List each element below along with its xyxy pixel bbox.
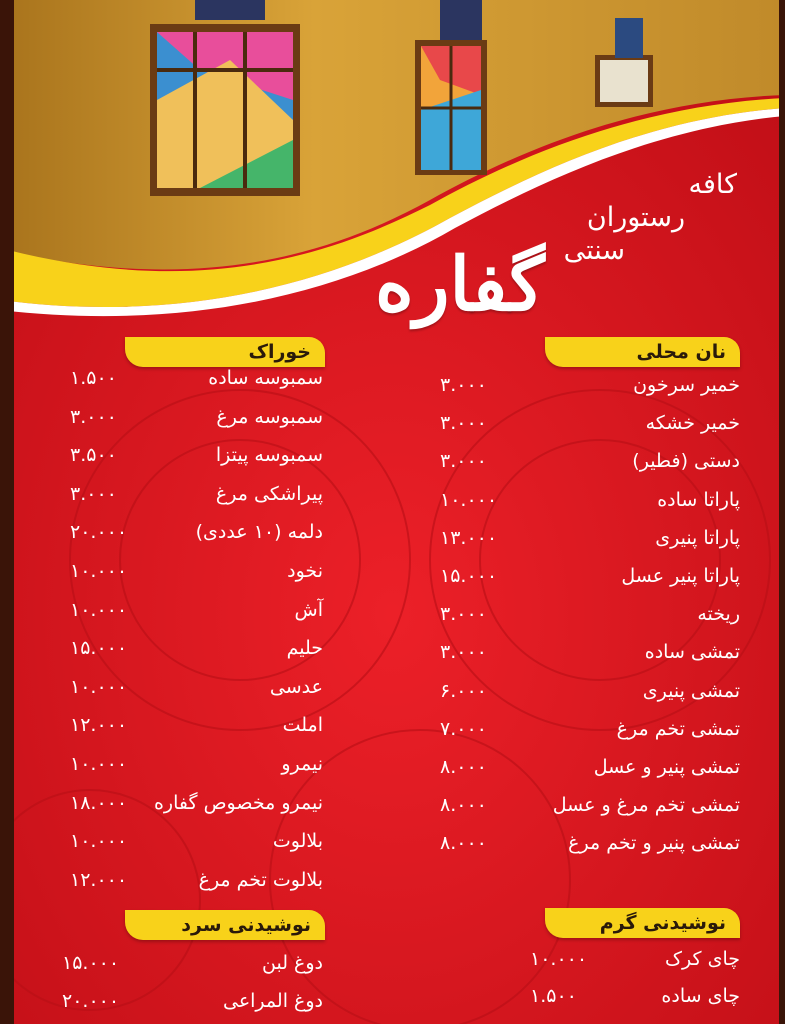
menu-item-name: سمبوسه ساده [208,367,323,389]
menu-item-name: تمشی پنیری [642,679,740,702]
menu-item-price: ۸.۰۰۰ [440,756,487,778]
menu-item-price: ۱۸.۰۰۰ [70,791,128,814]
menu-item-name: پاراتا ساده [657,488,740,511]
menu-item-price: ۳.۰۰۰ [440,374,487,396]
menu-item-name: بلالوت [272,830,323,853]
menu-item-name: خمیر سرخون [633,374,740,396]
frame-edge-right [779,0,785,1024]
window-right [595,55,653,107]
menu-item-name: دلمه (۱۰ عددی) [195,521,323,544]
menu-item-price: ۱۵.۰۰۰ [70,637,128,660]
menu-item-name: تمشی پنیر و عسل [593,756,740,778]
menu-item-price: ۱۲.۰۰۰ [70,714,128,737]
menu-item-price: ۸.۰۰۰ [440,832,487,855]
menu-item-price: ۲۰.۰۰۰ [70,521,128,544]
restaurant-name: گفاره [375,242,545,328]
menu-item-name: چای کرک [665,948,740,970]
menu-item-name: املت [282,714,323,737]
menu-item-price: ۱۵.۰۰۰ [62,952,120,974]
menu-item-name: پاراتا پنیر عسل [621,565,740,587]
menu-item-price: ۱۰.۰۰۰ [70,560,128,582]
menu-item-price: ۱.۵۰۰ [530,985,577,1007]
menu-item-name: تمشی تخم مرغ و عسل [552,794,740,817]
section-title-food: خوراک [248,341,311,363]
frame-edge-left [0,0,14,1024]
menu-item-name: بلالوت تخم مرغ [198,868,323,891]
menu-item-name: نیمرو [281,753,323,775]
menu-item-name: تمشی پنیر و تخم مرغ [568,832,740,855]
title-traditional: سنتی [563,235,625,266]
section-title-hot-drinks: نوشیدنی گرم [599,912,726,934]
menu-item-name: عدسی [269,675,323,698]
menu-item-price: ۱۰.۰۰۰ [70,598,128,621]
menu-item-price: ۳.۰۰۰ [440,641,487,664]
menu-item-price: ۱۰.۰۰۰ [530,948,588,970]
title-cafe: کافه [688,169,737,200]
menu-item-name: دوغ المراعی [222,990,323,1012]
section-header-food [125,337,325,367]
menu-item-price: ۱.۵۰۰ [70,367,117,389]
window-left [150,24,300,196]
menu-item-name: نیمرو مخصوص گفاره [153,791,323,814]
menu-item-name: چای ساده [661,985,740,1007]
title-restaurant: رستوران [586,202,685,233]
window-middle [415,40,487,175]
menu-item-name: حلیم [286,637,323,660]
menu-item-price: ۱۵.۰۰۰ [440,565,498,587]
menu-item-name: پاراتا پنیری [655,526,740,549]
menu-item-name: تمشی ساده [644,641,740,664]
menu-item-price: ۳.۰۰۰ [70,482,117,505]
menu-item-name: ریخته [697,603,740,626]
menu-item-price: ۷.۰۰۰ [440,717,487,740]
menu-item-price: ۳.۵۰۰ [70,444,117,467]
menu-item-name: پیراشکی مرغ [215,482,323,505]
menu-item-name: تمشی تخم مرغ [616,717,740,740]
menu-item-name: سمبوسه مرغ [216,405,323,428]
menu-item-price: ۱۰.۰۰۰ [70,753,128,775]
menu-item-price: ۳.۰۰۰ [440,603,487,626]
menu-item-price: ۳.۰۰۰ [440,412,487,435]
section-header-bread [545,337,740,367]
menu-item-name: دوغ لبن [262,952,323,974]
menu-item-price: ۱۳.۰۰۰ [440,526,498,549]
menu-item-name: خمیر خشکه [645,412,740,435]
menu-item-price: ۶.۰۰۰ [440,679,487,702]
menu-item-price: ۳.۰۰۰ [440,450,487,473]
menu-item-price: ۲۰.۰۰۰ [62,990,120,1012]
section-header-cold-drinks [125,910,325,940]
menu-item-name: نخود [287,560,323,582]
menu-item-price: ۸.۰۰۰ [440,794,487,817]
section-title-bread: نان محلی [636,341,726,363]
menu-item-price: ۱۰.۰۰۰ [440,488,498,511]
menu-item-name: سمبوسه پیتزا [215,444,323,467]
menu-item-price: ۱۰.۰۰۰ [70,830,128,853]
menu-item-price: ۱۰.۰۰۰ [70,675,128,698]
menu-item-price: ۱۲.۰۰۰ [70,868,128,891]
menu-item-name: آش [294,598,323,621]
section-title-cold-drinks: نوشیدنی سرد [181,914,311,936]
menu-item-price: ۳.۰۰۰ [70,405,117,428]
section-header-hot-drinks [545,908,740,938]
menu-item-name: دستی (فطیر) [632,450,740,473]
